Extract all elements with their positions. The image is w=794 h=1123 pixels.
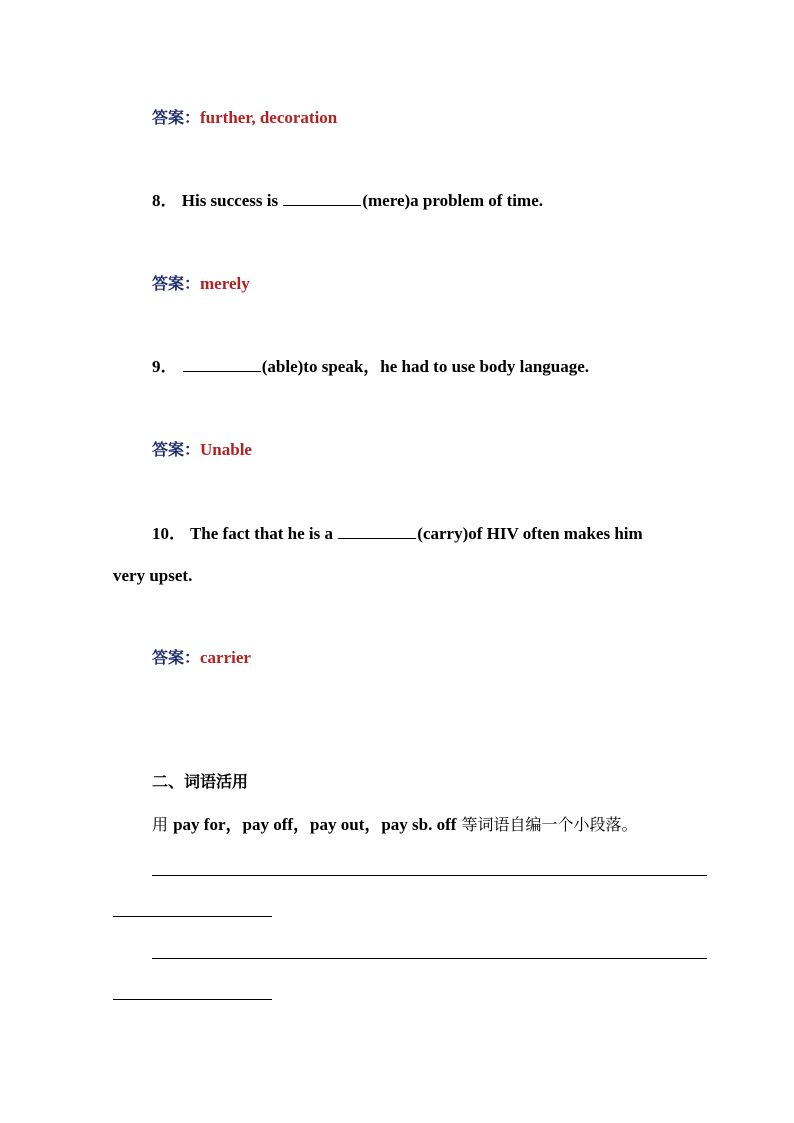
fill-in-blank[interactable] — [283, 190, 361, 206]
section-title: 二、词语活用 — [152, 772, 249, 791]
answer-label: 答案： — [152, 108, 201, 127]
instruction-prefix: 用 — [152, 815, 174, 834]
writing-line[interactable] — [152, 875, 707, 876]
question-text-after: to speak，he had to use body language. — [303, 357, 590, 376]
writing-line[interactable] — [113, 999, 272, 1000]
question-hint: (mere) — [362, 191, 411, 210]
fill-in-blank[interactable] — [183, 356, 261, 372]
question-number: 10． — [152, 524, 186, 543]
question-text-after: of HIV often makes him — [468, 524, 643, 543]
answer-line-7 — [152, 107, 337, 129]
writing-line[interactable] — [113, 916, 272, 917]
question-number: 8． — [152, 191, 178, 210]
answer-value: carrier — [200, 648, 251, 667]
question-hint: (carry) — [417, 524, 469, 543]
question-text-continuation: very upset. — [113, 566, 193, 585]
answer-value: merely — [200, 274, 250, 293]
question-text-before: The fact that he is a — [189, 524, 338, 543]
answer-label: 答案： — [152, 440, 201, 459]
answer-line-10 — [152, 647, 251, 669]
question-10 — [152, 523, 643, 545]
writing-line[interactable] — [152, 958, 707, 959]
answer-label: 答案： — [152, 648, 201, 667]
question-text-before: His success is — [181, 191, 283, 210]
question-number: 9． — [152, 357, 178, 376]
answer-value: further, decoration — [200, 108, 338, 127]
instruction-phrases: pay for，pay off，pay out，pay sb. off — [173, 815, 457, 834]
question-10-continuation — [113, 565, 192, 587]
question-9 — [152, 356, 589, 378]
answer-line-9 — [152, 439, 252, 461]
question-8 — [152, 190, 543, 212]
question-hint: (able) — [261, 357, 304, 376]
fill-in-blank[interactable] — [338, 523, 416, 539]
question-text-after: a problem of time. — [410, 191, 543, 210]
section-instruction — [152, 814, 638, 836]
instruction-suffix: 等词语自编一个小段落。 — [456, 815, 638, 834]
answer-line-8 — [152, 273, 250, 295]
answer-value: Unable — [200, 440, 252, 459]
answer-label: 答案： — [152, 274, 201, 293]
